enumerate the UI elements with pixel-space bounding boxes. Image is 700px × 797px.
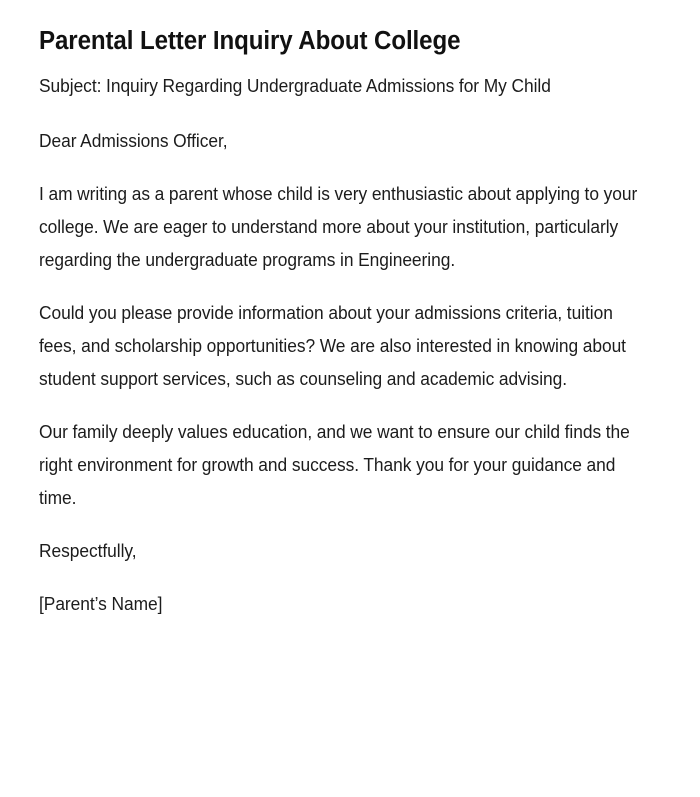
subject-line: Subject: Inquiry Regarding Undergraduate Admissions for My Child	[39, 76, 551, 96]
salutation: Dear Admissions Officer,	[39, 131, 228, 151]
body-paragraph-2: Could you please provide information about your admissions criteria, tuition fees, and scholarship opportunities? We are also interested in knowing about student support services, such as counseling and academic advising.	[39, 303, 626, 389]
letter-body	[39, 70, 661, 621]
page-title: Parental Letter Inquiry About College	[39, 27, 461, 55]
body-paragraph-1: I am writing as a parent whose child is very enthusiastic about applying to your college. We are eager to understand more about your institution, particularly regarding the undergraduate programs in Engineering.	[39, 184, 638, 270]
body-paragraph-3: Our family deeply values education, and we want to ensure our child finds the right environment for growth and success. Thank you for your guidance and time.	[39, 422, 630, 508]
signature-placeholder: [Parent’s Name]	[39, 594, 163, 614]
closing-line: Respectfully,	[39, 541, 137, 561]
letter-content	[39, 0, 661, 621]
